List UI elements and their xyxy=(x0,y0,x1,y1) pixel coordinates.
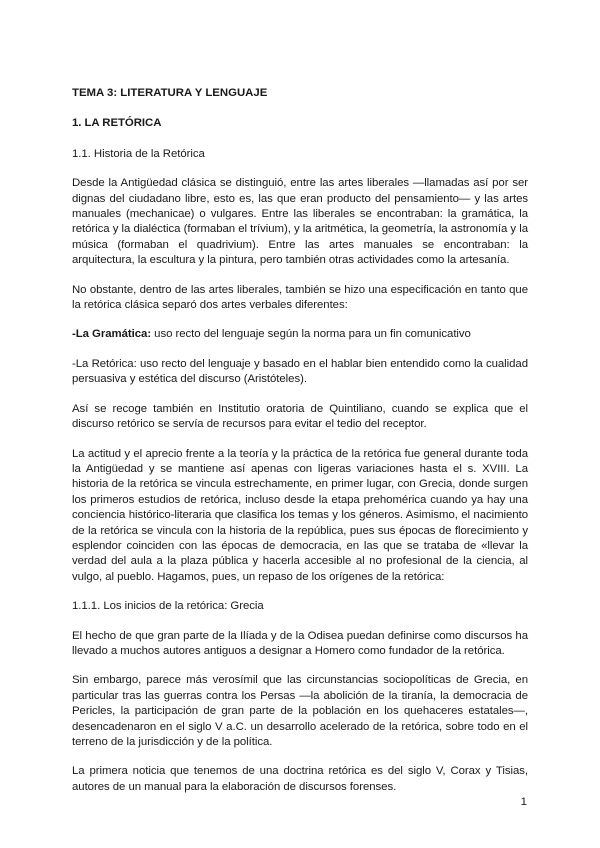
paragraph-homero: El hecho de que gran parte de la Ilíada y de la Odisea puedan definirse como discursos ha llevado a muchos autores antiguos a designar a Homero como fundador de la retórica. xyxy=(72,629,528,657)
gramatica-definition: uso recto del lenguaje según la norma para un fin comunicativo xyxy=(151,328,471,341)
paragraph-artes-liberales: Desde la Antigüedad clásica se distinguió, entre las artes liberales —llamadas así por ser dignas del ciudadano libre, esto es, las que eran producto del pensamiento— y las artes manuales (mechanicae) o vulgares. Entre las liberales se encontraban: la gramática, la retórica y la dialéctica (formaban el trívium), y la aritmética, la geometría, la astronomía y la música (formaban el quadrivium). Entre las artes manuales se encontraban: la arquitectura, la escultura y la pintura, pero también otras actividades como la artesanía. xyxy=(72,177,528,267)
page-number: 1 xyxy=(520,796,527,808)
section-heading: 1. LA RETÓRICA xyxy=(72,117,162,130)
document-page xyxy=(72,86,528,809)
subsection-heading: 1.1. Historia de la Retórica xyxy=(72,147,205,160)
document-title: TEMA 3: LITERATURA Y LENGUAJE xyxy=(72,87,268,99)
gramatica-label: -La Gramática: xyxy=(72,328,152,341)
paragraph-historia: La actitud y el aprecio frente a la teoría y la práctica de la retórica fue general durante toda la Antigüedad y se mantiene así apenas con ligeras variaciones hasta el s. XVIII. La historia de la retórica se vincula estrechamente, en primer lugar, con Grecia, donde surgen los primeros estudios de retórica, incluso desde la etapa prehomérica cuando ya hay una conciencia histórico-literaria que clasifica los temas y los géneros. Asimismo, el nacimiento de la retórica se vincula con la historia de la república, pues sus épocas de florecimiento y esplendor coinciden con las épocas de democracia, en las que se trataba de «llevar la verdad del aula a la plaza pública y hacerla accesible al no profesional de la ciencia, al vulgo, al pueblo. Hagamos, pues, un repaso de los orígenes de la retórica: xyxy=(72,447,528,583)
paragraph-especificacion: No obstante, dentro de las artes liberales, también se hizo una especificación en tanto que la retórica clásica separó dos artes verbales diferentes: xyxy=(72,283,528,312)
paragraph-retorica-definition: -La Retórica: uso recto del lenguaje y basado en el hablar bien entendido como la cualidad persuasiva y estética del discurso (Aristóteles). xyxy=(72,357,528,386)
paragraph-quintiliano: Así se recoge también en Institutio oratoria de Quintiliano, cuando se explica que el discurso retórico se servía de recursos para evitar el tedio del receptor. xyxy=(72,402,528,431)
paragraph-circunstancias: Sin embargo, parece más verosímil que las circunstancias sociopolíticas de Grecia, en particular tras las guerras contra los Persas —la abolición de la tiranía, la democracia de Pericles, la participación de gran parte de la población en los quehaceres estatales—, desencadenaron en el siglo V a.C. un desarrollo acelerado de la retórica, sobre todo en el terreno de la jurisdicción y de la política. xyxy=(72,674,528,748)
subsection-heading-grecia: 1.1.1. Los inicios de la retórica: Grecia xyxy=(72,600,264,613)
paragraph-corax-tisias: La primera noticia que tenemos de una doctrina retórica es del siglo V, Corax y Tisias, autores de un manual para la elaboración de discursos forenses. xyxy=(72,765,528,793)
paragraph-gramatica xyxy=(72,327,528,342)
